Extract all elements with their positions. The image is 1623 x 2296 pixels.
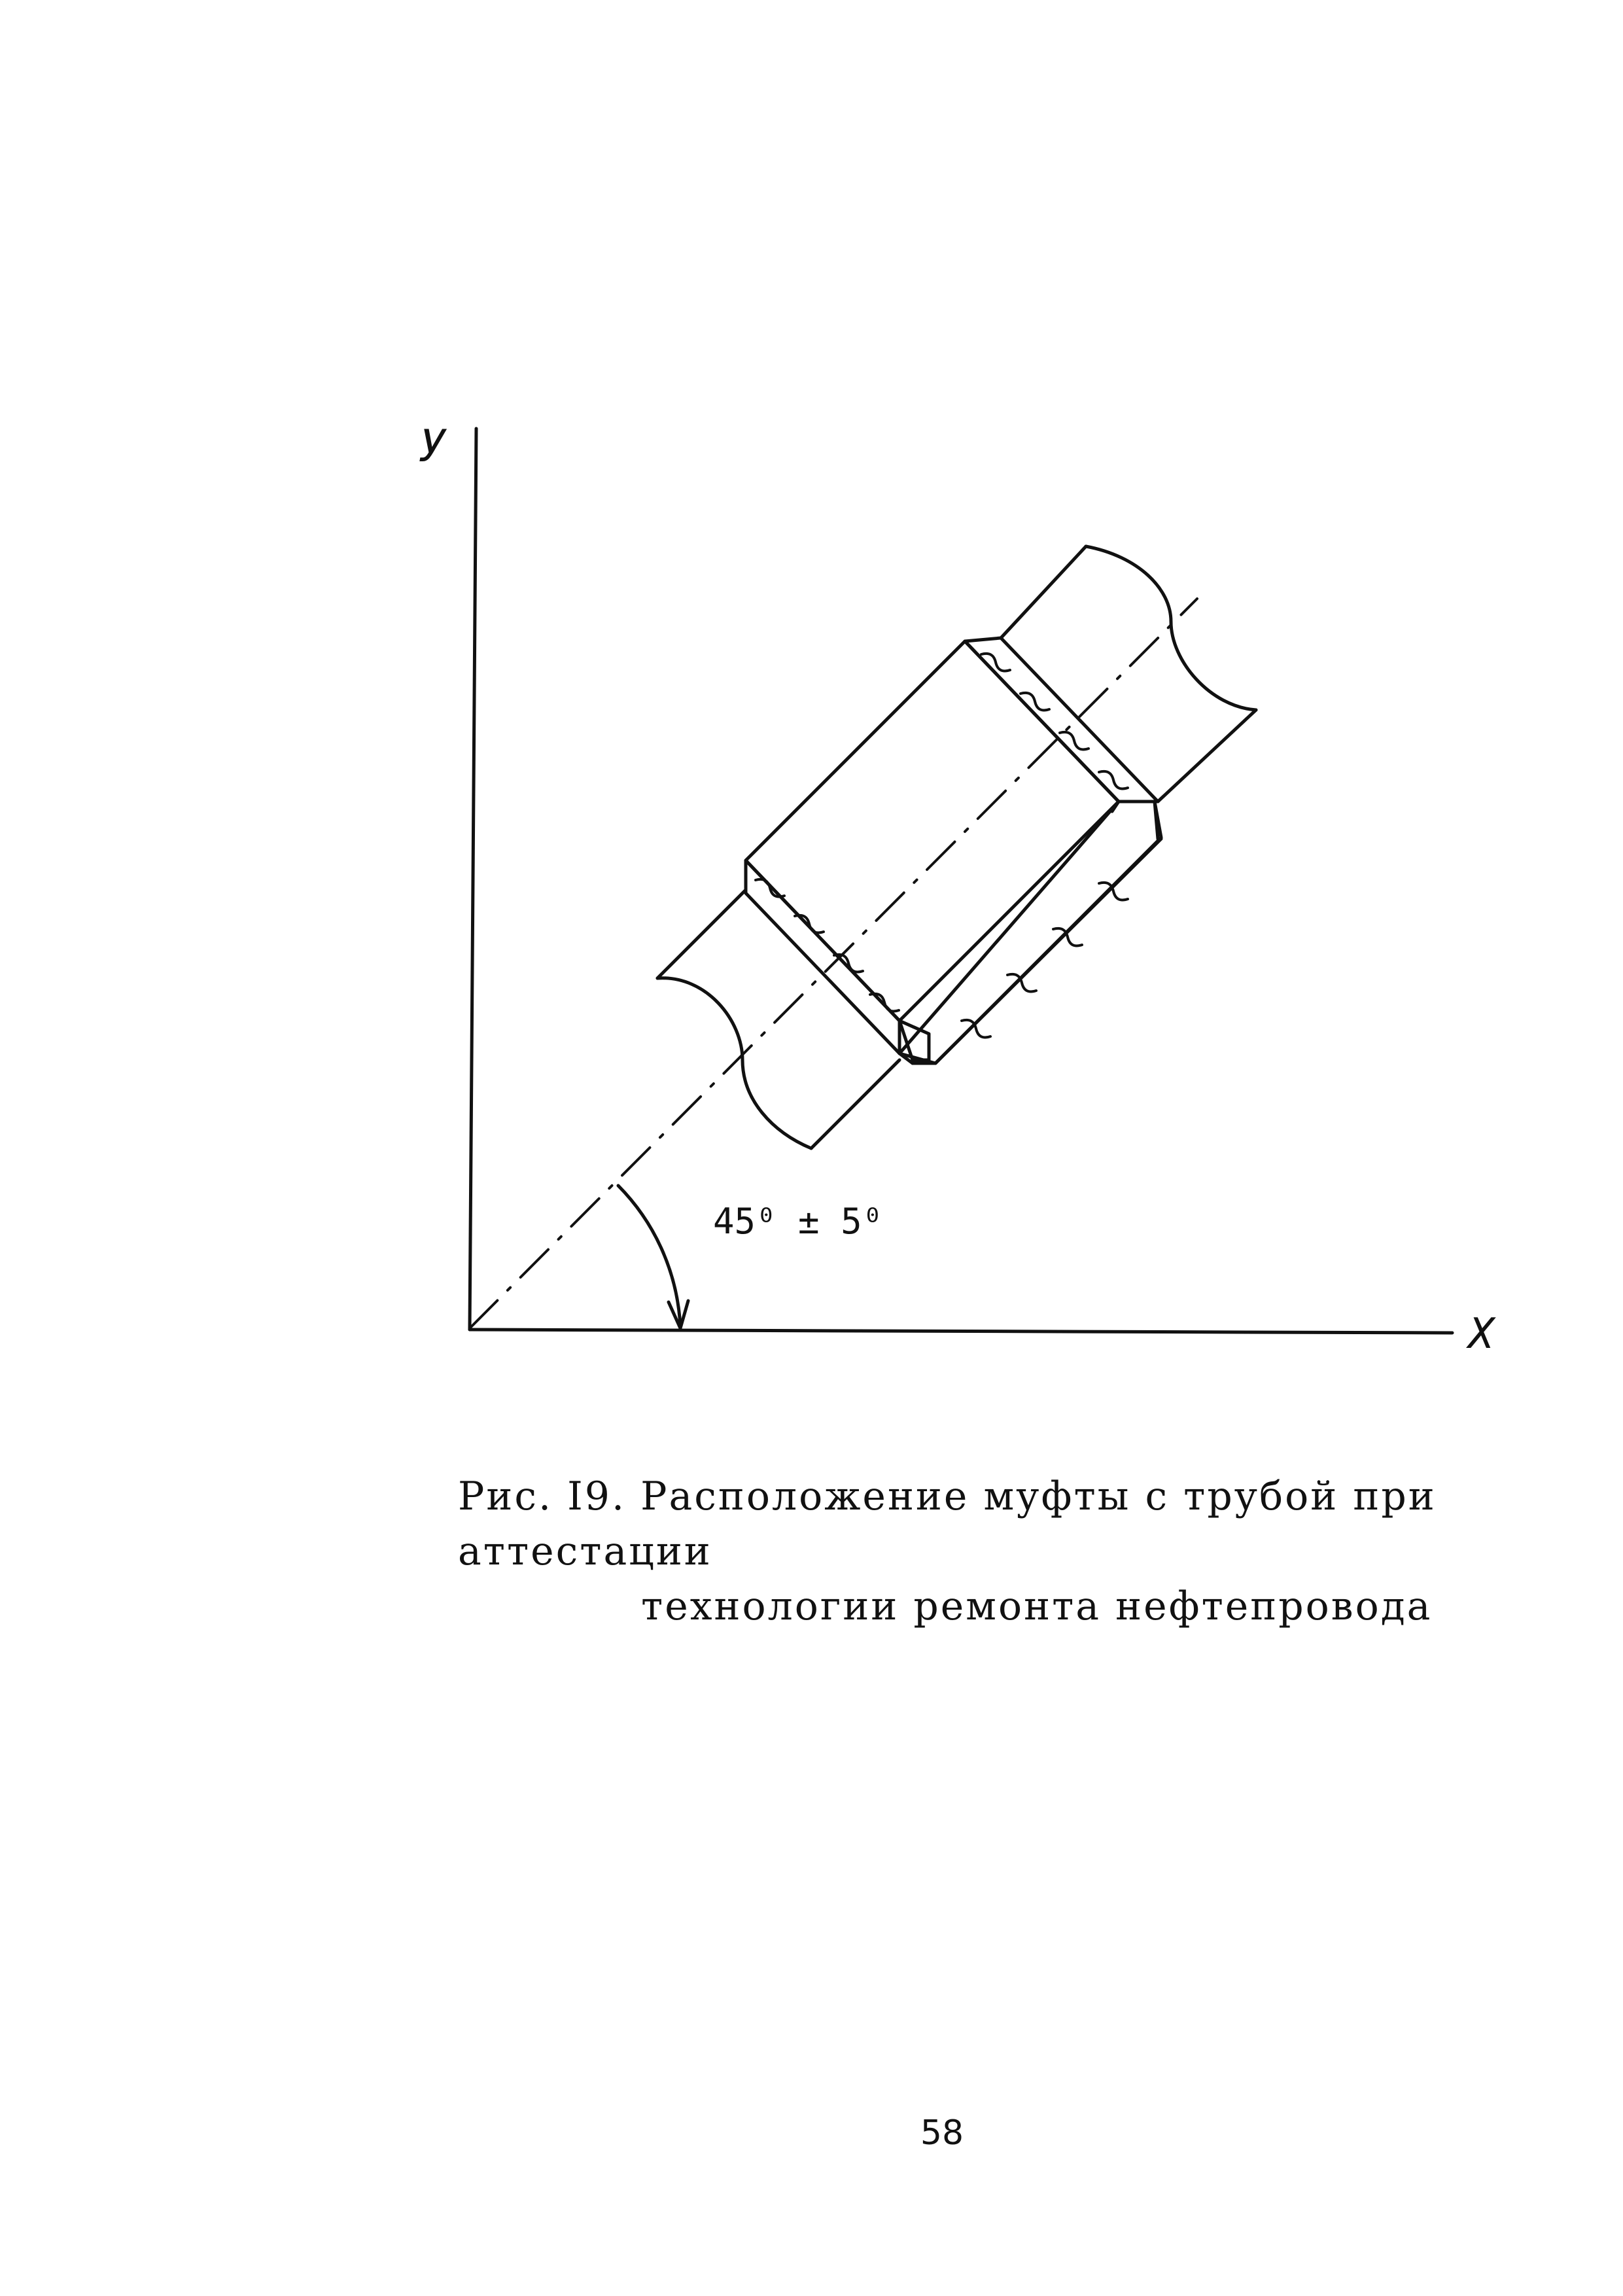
figure-caption [458,1469,1537,1634]
caption-prefix: Рис. I9. [458,1474,627,1519]
angle-label: 45⁰ ± 5⁰ [713,1201,884,1242]
x-axis [470,1330,1452,1333]
caption-line-2: технологии ремонта нефтепровода [641,1583,1433,1629]
y-axis-label: У [419,421,445,472]
pipe-upper [1001,546,1256,802]
x-axis-label: X [1469,1310,1494,1358]
page-number: 58 [920,2113,964,2153]
coupling-sleeve [746,638,1161,1063]
caption-line-1: Расположение муфты с трубой при аттестации [458,1474,1437,1574]
axes [470,429,1452,1333]
y-axis [470,429,476,1330]
